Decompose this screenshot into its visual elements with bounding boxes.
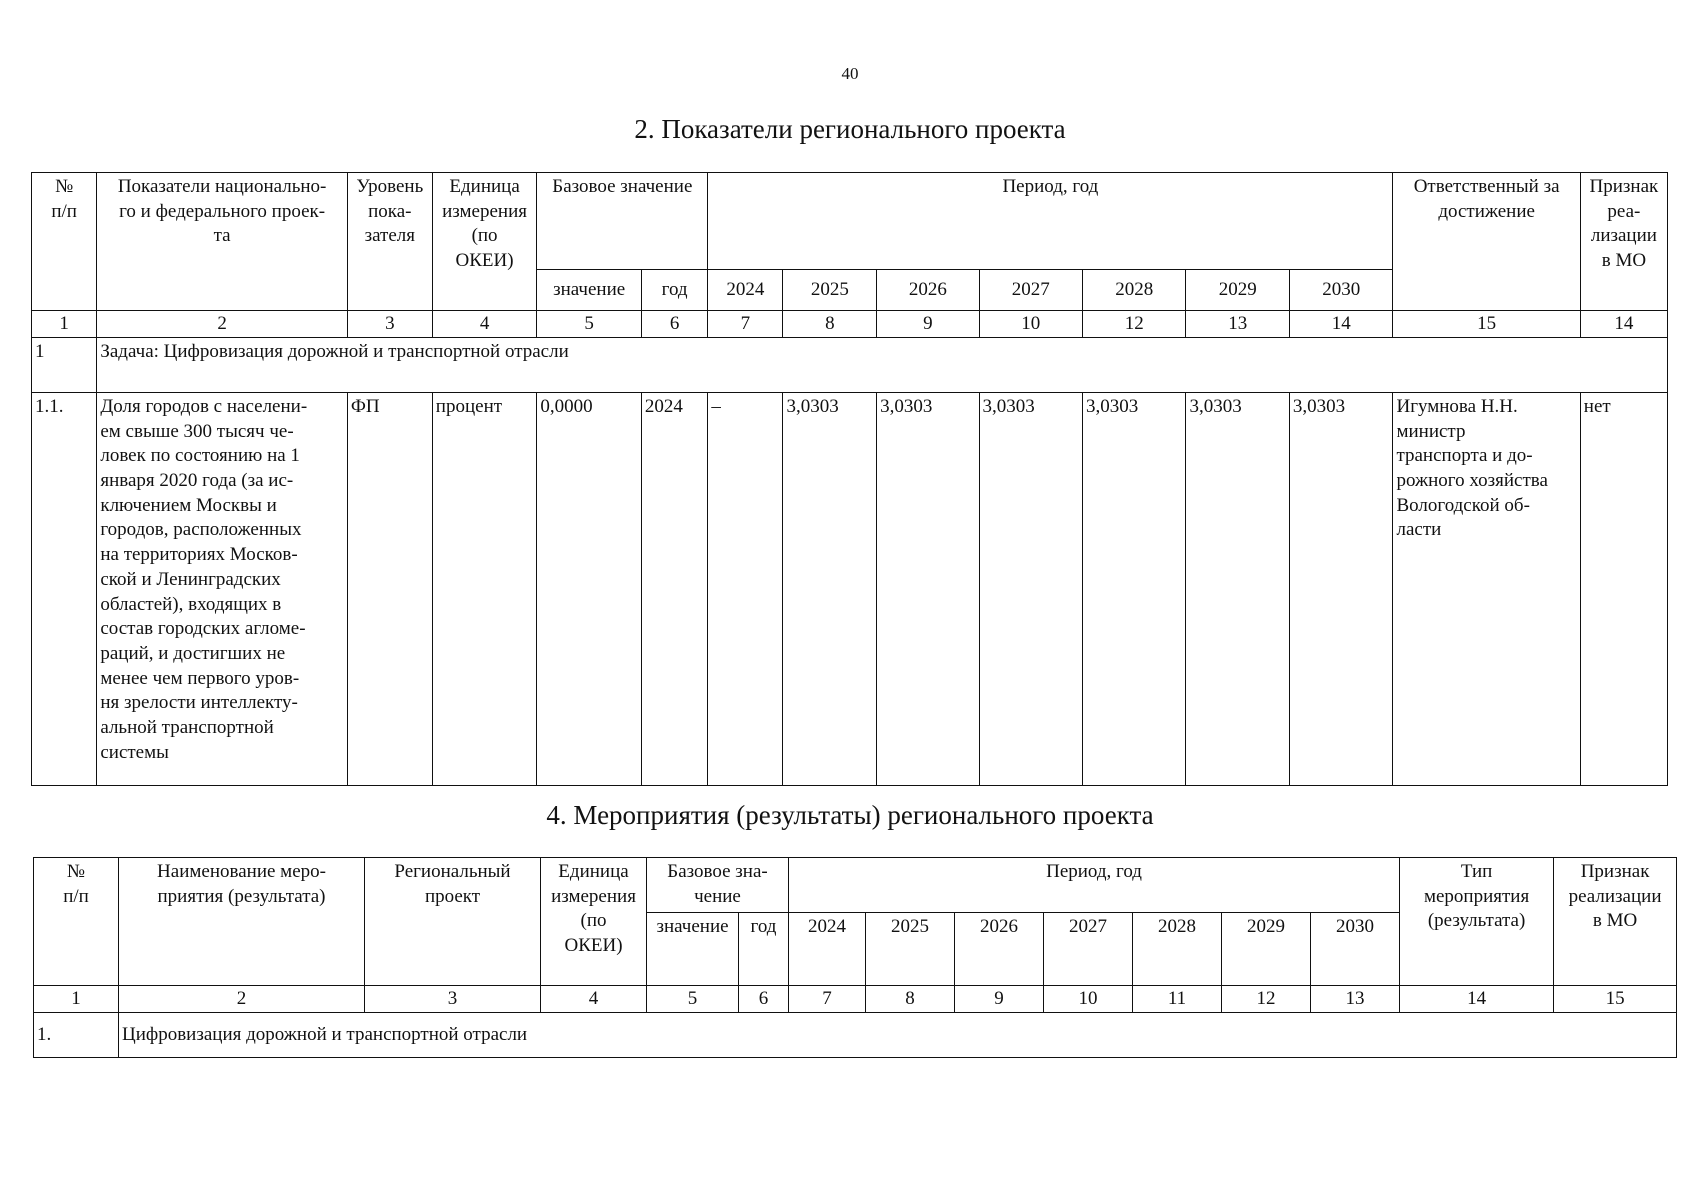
section-title-activities: 4. Мероприятия (результаты) регионального проекта bbox=[546, 800, 1154, 830]
header-row bbox=[32, 173, 1668, 270]
column-number: 2 bbox=[119, 986, 365, 1013]
column-number: 3 bbox=[347, 311, 432, 338]
column-number: 15 bbox=[1554, 986, 1677, 1013]
column-number: 8 bbox=[783, 311, 877, 338]
column-number: 3 bbox=[365, 986, 541, 1013]
indicator-value: – bbox=[708, 393, 783, 786]
header-period: Период, год bbox=[789, 858, 1400, 913]
column-number: 7 bbox=[789, 986, 866, 1013]
header-level: Уровень пока- зателя bbox=[347, 173, 432, 311]
column-number: 8 bbox=[866, 986, 955, 1013]
column-number: 13 bbox=[1311, 986, 1400, 1013]
header-indicator: Показатели национально- го и федерального проек- та bbox=[97, 173, 348, 311]
indicator-responsible: Игумнова Н.Н. министр транспорта и до- рожного хозяйства Вологодской об- ласти bbox=[1393, 393, 1580, 786]
column-number: 12 bbox=[1082, 311, 1185, 338]
header-year: 2025 bbox=[866, 913, 955, 986]
indicator-value: 3,0303 bbox=[1289, 393, 1393, 786]
header-sign: Признак реа- лизации в МО bbox=[1580, 173, 1667, 311]
task-number: 1. bbox=[34, 1013, 119, 1058]
header-base: Базовое значение bbox=[537, 173, 708, 270]
indicator-level: ФП bbox=[347, 393, 432, 786]
column-number: 15 bbox=[1393, 311, 1580, 338]
column-number: 2 bbox=[97, 311, 348, 338]
header-name: Наименование меро- приятия (результата) bbox=[119, 858, 365, 986]
header-num: № п/п bbox=[34, 858, 119, 986]
column-number: 11 bbox=[1133, 986, 1222, 1013]
indicator-unit: процент bbox=[432, 393, 537, 786]
column-number: 9 bbox=[877, 311, 979, 338]
header-period: Период, год bbox=[708, 173, 1393, 270]
header-year: 2025 bbox=[783, 270, 877, 311]
task-text: Цифровизация дорожной и транспортной отрасли bbox=[119, 1013, 1677, 1058]
header-responsible: Ответственный за достижение bbox=[1393, 173, 1580, 311]
indicator-sign: нет bbox=[1580, 393, 1667, 786]
column-number: 1 bbox=[32, 311, 97, 338]
activities-table bbox=[33, 857, 1677, 1058]
indicator-name: Доля городов с населени- ем свыше 300 тысяч че- ловек по состоянию на 1 января 2020 года (за ис- ключением Москвы и городов, расположенных на территориях Москов- ской и Ленинградских областей), входящих в состав городских агломе- раций, и достигших не менее чем первого уров- ня зрелости интеллекту- альной транспортной системы bbox=[97, 393, 348, 786]
header-base-value: значение bbox=[647, 913, 739, 986]
header-year: 2029 bbox=[1222, 913, 1311, 986]
header-year: 2028 bbox=[1082, 270, 1185, 311]
page-number: 40 bbox=[841, 64, 859, 83]
column-number: 13 bbox=[1186, 311, 1289, 338]
header-sign: Признак реализации в МО bbox=[1554, 858, 1677, 986]
header-project: Региональный проект bbox=[365, 858, 541, 986]
column-number: 14 bbox=[1289, 311, 1393, 338]
task-row bbox=[32, 338, 1668, 393]
header-year: 2028 bbox=[1133, 913, 1222, 986]
header-base-value: значение bbox=[537, 270, 642, 311]
header-unit: Единица измерения (по ОКЕИ) bbox=[541, 858, 647, 986]
indicator-base-value: 0,0000 bbox=[537, 393, 642, 786]
header-base-year: год bbox=[641, 270, 707, 311]
column-number: 1 bbox=[34, 986, 119, 1013]
column-number: 5 bbox=[647, 986, 739, 1013]
header-year: 2024 bbox=[789, 913, 866, 986]
header-num: № п/п bbox=[32, 173, 97, 311]
column-number: 7 bbox=[708, 311, 783, 338]
header-base-year: год bbox=[739, 913, 789, 986]
indicator-value: 3,0303 bbox=[1186, 393, 1289, 786]
indicator-row bbox=[32, 393, 1668, 786]
column-number: 10 bbox=[979, 311, 1082, 338]
indicator-base-year: 2024 bbox=[641, 393, 707, 786]
header-type: Тип мероприятия (результата) bbox=[1400, 858, 1554, 986]
column-number: 4 bbox=[432, 311, 537, 338]
header-base: Базовое зна- чение bbox=[647, 858, 789, 913]
column-number-row bbox=[34, 986, 1677, 1013]
header-year: 2026 bbox=[877, 270, 979, 311]
header-year: 2027 bbox=[1044, 913, 1133, 986]
task-number: 1 bbox=[32, 338, 97, 393]
header-year: 2030 bbox=[1311, 913, 1400, 986]
indicator-value: 3,0303 bbox=[877, 393, 979, 786]
column-number: 10 bbox=[1044, 986, 1133, 1013]
task-text: Задача: Цифровизация дорожной и транспортной отрасли bbox=[97, 338, 1668, 393]
row-number: 1.1. bbox=[32, 393, 97, 786]
header-year: 2029 bbox=[1186, 270, 1289, 311]
indicator-value: 3,0303 bbox=[783, 393, 877, 786]
column-number: 5 bbox=[537, 311, 642, 338]
column-number: 6 bbox=[739, 986, 789, 1013]
header-year: 2024 bbox=[708, 270, 783, 311]
task-row bbox=[34, 1013, 1677, 1058]
column-number: 14 bbox=[1400, 986, 1554, 1013]
column-number: 4 bbox=[541, 986, 647, 1013]
column-number: 14 bbox=[1580, 311, 1667, 338]
header-unit: Единица измерения (по ОКЕИ) bbox=[432, 173, 537, 311]
header-year: 2030 bbox=[1289, 270, 1393, 311]
column-number-row bbox=[32, 311, 1668, 338]
indicator-value: 3,0303 bbox=[979, 393, 1082, 786]
header-year: 2026 bbox=[955, 913, 1044, 986]
column-number: 12 bbox=[1222, 986, 1311, 1013]
header-year: 2027 bbox=[979, 270, 1082, 311]
header-row bbox=[34, 858, 1677, 913]
section-title-indicators: 2. Показатели регионального проекта bbox=[634, 114, 1066, 144]
column-number: 9 bbox=[955, 986, 1044, 1013]
column-number: 6 bbox=[641, 311, 707, 338]
indicators-table bbox=[31, 172, 1668, 786]
indicator-value: 3,0303 bbox=[1082, 393, 1185, 786]
